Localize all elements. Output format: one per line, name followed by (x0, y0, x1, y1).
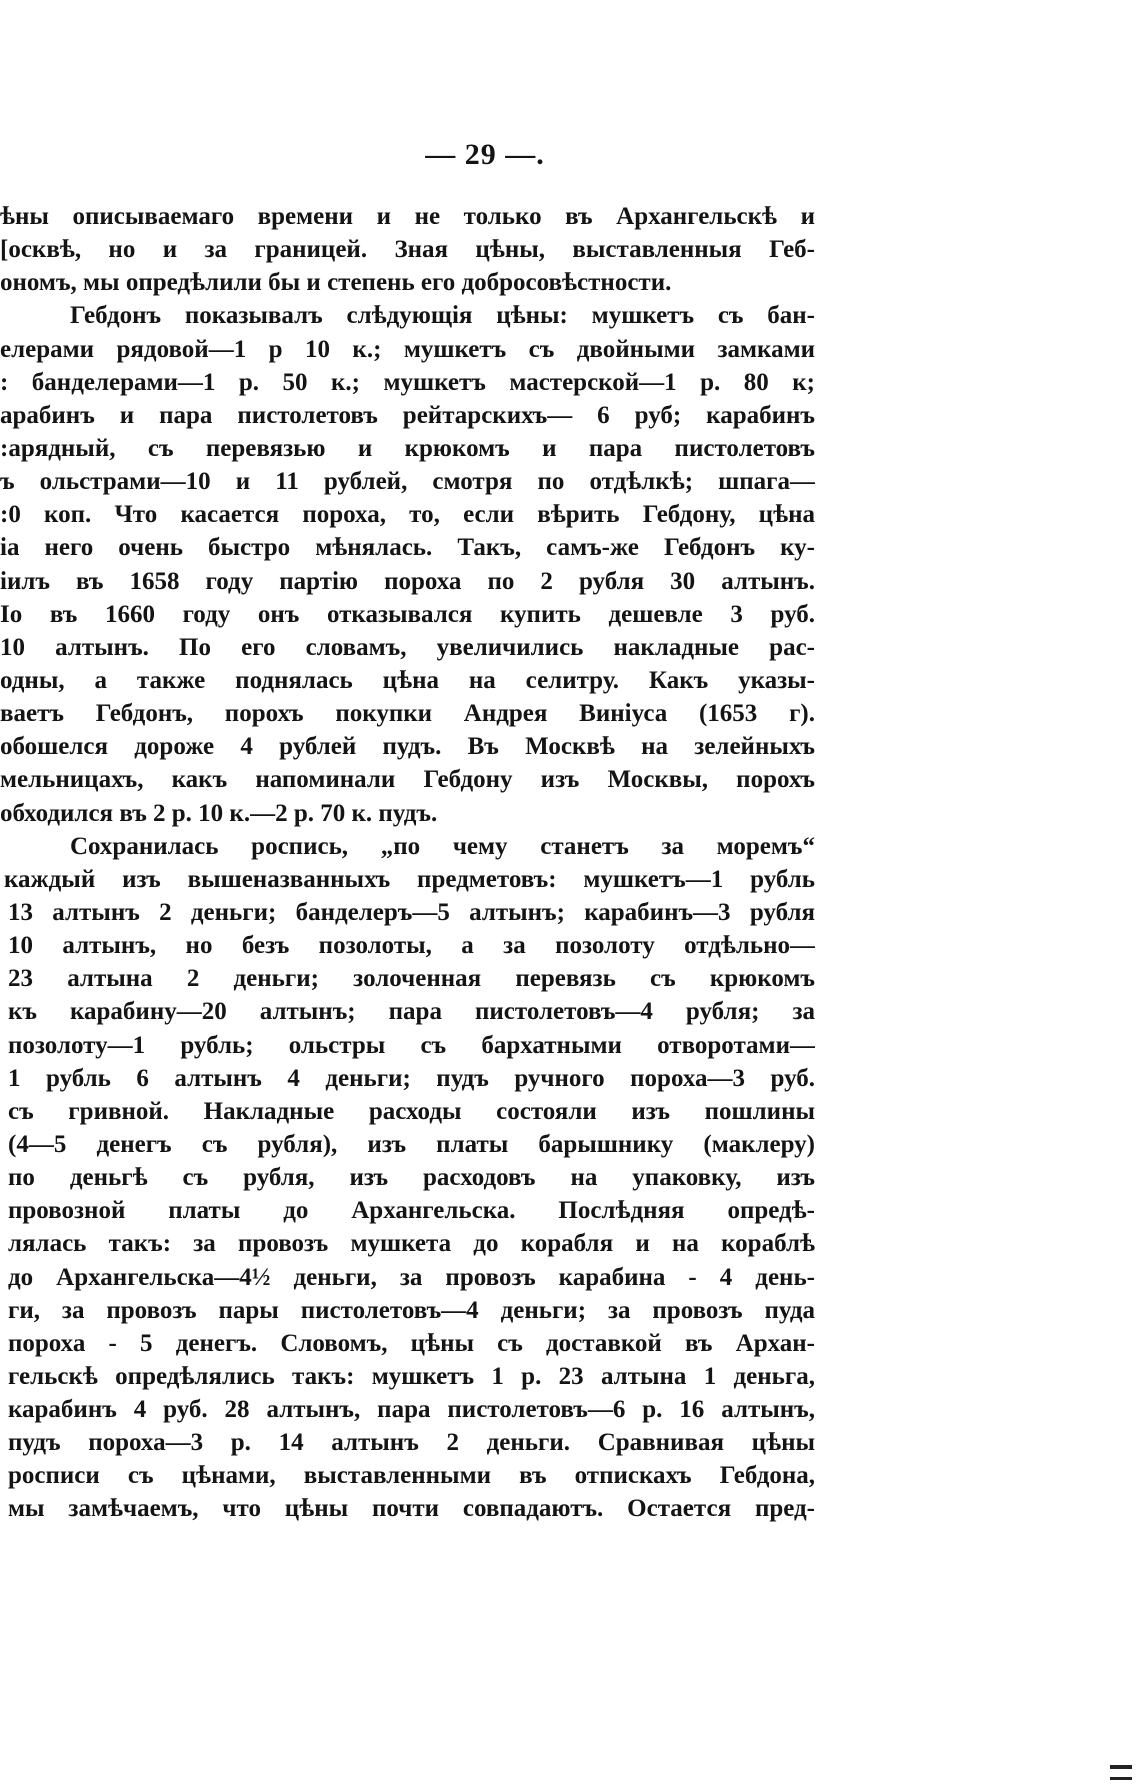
text-line: къ карабину—20 алтынъ; пара пистолетовъ—4 рубля; за (8, 998, 815, 1026)
text-line: гельскѣ опредѣлялись такъ: мушкетъ 1 р. 23 алтына 1 деньга, (8, 1362, 815, 1390)
text-line: Гебдонъ показывалъ слѣдующія цѣны: мушкетъ съ бан- (70, 302, 815, 330)
text-line: :0 коп. Что касается пороха, то, если вѣрить Гебдону, цѣна (0, 501, 815, 529)
text-line: позолоту—1 рубль; ольстры съ бархатными отворотами— (8, 1031, 815, 1059)
text-line: карабинъ 4 руб. 28 алтынъ, пара пистолетовъ—6 р. 16 алтынъ, (8, 1396, 815, 1424)
text-line: Сохранилась роспись, „по чему станетъ за моремъ“ (70, 832, 815, 860)
text-line: пороха - 5 денегъ. Словомъ, цѣны съ доставкой въ Архан- (8, 1329, 815, 1357)
text-line: мы замѣчаемъ, что цѣны почти совпадаютъ. Остается пред- (8, 1495, 815, 1523)
text-line: елерами рядовой—1 р 10 к.; мушкетъ съ двойными замками (0, 335, 815, 363)
text-line: съ гривной. Накладные расходы состояли изъ пошлины (8, 1097, 815, 1125)
text-line: : банделерами—1 р. 50 к.; мушкетъ мастерской—1 р. 80 к; (0, 368, 815, 396)
text-line: росписи съ цѣнами, выставленными въ отпискахъ Гебдона, (8, 1462, 815, 1490)
text-line: 1 рубль 6 алтынъ 4 деньги; пудъ ручного пороха—3 руб. (8, 1064, 815, 1092)
text-line: ѣны описываемаго времени и не только въ Архангельскѣ и (0, 203, 815, 230)
text-line: [осквѣ, но и за границей. Зная цѣны, выставленныя Геб- (0, 236, 815, 264)
text-line: обходился въ 2 р. 10 к.—2 р. 70 к. пудъ. (0, 799, 438, 827)
text-line: іа него очень быстро мѣнялась. Такъ, самъ-же Гебдонъ ку- (0, 534, 815, 562)
text-line: 10 алтынъ. По его словамъ, увеличились накладные рас- (0, 633, 815, 661)
text-line: ги, за провозъ пары пистолетовъ—4 деньги; за провозъ пуда (8, 1296, 815, 1324)
text-line: обошелся дороже 4 рублей пудъ. Въ Москвѣ на зелейныхъ (0, 733, 815, 761)
page-number: — 29 —. (425, 138, 545, 171)
text-line: :арядный, съ перевязью и крюкомъ и пара пистолетовъ (0, 434, 815, 462)
scan-corner-mark (1110, 1765, 1132, 1780)
text-line: 10 алтынъ, но безъ позолоты, а за позолоту отдѣльно— (8, 932, 815, 960)
text-line: до Архангельска—4½ деньги, за провозъ карабина - 4 день- (8, 1263, 815, 1291)
text-line: (4—5 денегъ съ рубля), изъ платы барышнику (маклеру) (8, 1130, 815, 1158)
text-line: пудъ пороха—3 р. 14 алтынъ 2 деньги. Сравнивая цѣны (8, 1429, 815, 1457)
body-text (0, 200, 815, 1526)
text-line: ъ ольстрами—10 и 11 рублей, смотря по отдѣлкѣ; шпага— (0, 468, 815, 496)
text-line: одны, а также поднялась цѣна на селитру. Какъ указы- (0, 666, 815, 694)
text-line: Іо въ 1660 году онъ отказывался купить дешевле 3 руб. (0, 600, 815, 628)
text-line: ономъ, мы опредѣлили бы и степень его добросовѣстности. (0, 269, 672, 297)
text-line: арабинъ и пара пистолетовъ рейтарскихъ— 6 руб; карабинъ (0, 401, 815, 429)
text-line: ваетъ Гебдонъ, порохъ покупки Андрея Виніуса (1653 г). (0, 700, 815, 728)
text-line: каждый изъ вышеназванныхъ предметовъ: мушкетъ—1 рубль (4, 865, 815, 893)
text-line: провозной платы до Архангельска. Послѣдняя опредѣ- (8, 1197, 815, 1225)
text-line: 13 алтынъ 2 деньги; банделеръ—5 алтынъ; карабинъ—3 рубля (8, 898, 815, 926)
text-line: по деньгѣ съ рубля, изъ расходовъ на упаковку, изъ (8, 1164, 815, 1192)
text-line: іилъ въ 1658 году партію пороха по 2 рубля 30 алтынъ. (0, 567, 815, 595)
text-line: 23 алтына 2 деньги; золоченная перевязь съ крюкомъ (8, 965, 815, 993)
text-line: мельницахъ, какъ напоминали Гебдону изъ Москвы, порохъ (0, 766, 815, 794)
text-line: лялась такъ: за провозъ мушкета до корабля и на кораблѣ (8, 1230, 815, 1258)
